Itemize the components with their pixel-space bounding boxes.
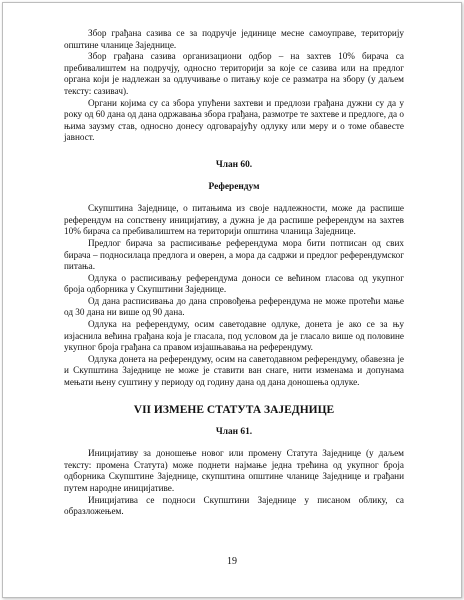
paragraph: Одлука донета на референдуму, осим на саветодавном референдуму, обавезна је и Скупштина Заједнице не може је ставити ван снаге, нити изменама и допунама мењати њену суштину у периоду од годину дана од дана доношења одлуке. [64,353,404,388]
section-7-title: VII ИЗМЕНЕ СТАТУТА ЗАЈЕДНИЦЕ [133,403,335,416]
paragraph: Одлука на референдуму, осим саветодавне одлуке, донета је ако се за њу изјаснила већина грађана која је гласала, под условом да је гласало више од половине укупног броја грађана са правом изјашњавања на референдуму. [64,319,404,353]
paragraph: Од дана расписивања до дана спровођења референдума не може протећи мање од 30 дана ни више од 90 дана. [64,295,404,318]
paragraph: Збор грађана сазива се за подручје јединице месне самоуправе, територију општине чланице Заједнице. [64,28,404,50]
paragraph: Иницијатива се подноси Скупштини Заједнице у писаном облику, са образложењем. [64,494,404,517]
page-number: 19 [227,556,237,567]
article-60-subtitle: Референдум [208,181,260,192]
article-61-title: Члан 61. [215,426,253,437]
paragraph: Скупштина Заједнице, о питањима из своје надлежности, може да распише референдум на сопствену иницијативу, а дужна је да распише референдум на захтев 10% бирача са пребивалиштем на територији општина чланица Заједнице. [64,203,404,237]
paragraph: Одлука о расписивању референдума доноси се већином гласова од укупног броја одборника у Скупштини Заједнице. [64,272,404,295]
paragraph: Иницијативу за доношење новог или промену Статута Заједнице (у даљем тексту: промена Статута) може поднети најмање једна трећина од укупног броја одборника Скупштине Заједнице, скупштина општине чланице Заједнице и грађани путем народне иницијативе. [64,448,404,493]
paragraph: Збор грађана сазива организациони одбор – на захтев 10% бирача са пребивалиштем на подручју, односно територији за које се сазива или на предлог органа који је надлежан за одлучивање о питању које се разматра на збору (у даљем тексту: сазивач). [64,51,404,96]
article-60-title: Члан 60. [215,159,253,170]
paragraph: Органи којима су са збора упућени захтеви и предлози грађана дужни су да у року од 60 дана од дана одржавања збора грађана, размотре те захтеве и предлоге, да о њима заузму став, односно донесу одговарајућу одлуку или меру и о томе обавесте јавност. [64,97,404,143]
document-page [64,28,404,518]
paragraph: Предлог бирача за расписивање референдума мора бити потписан од свих бирача – подносилаца предлога и оверен, а мора да садржи и предлог референдумског питања. [64,237,404,272]
